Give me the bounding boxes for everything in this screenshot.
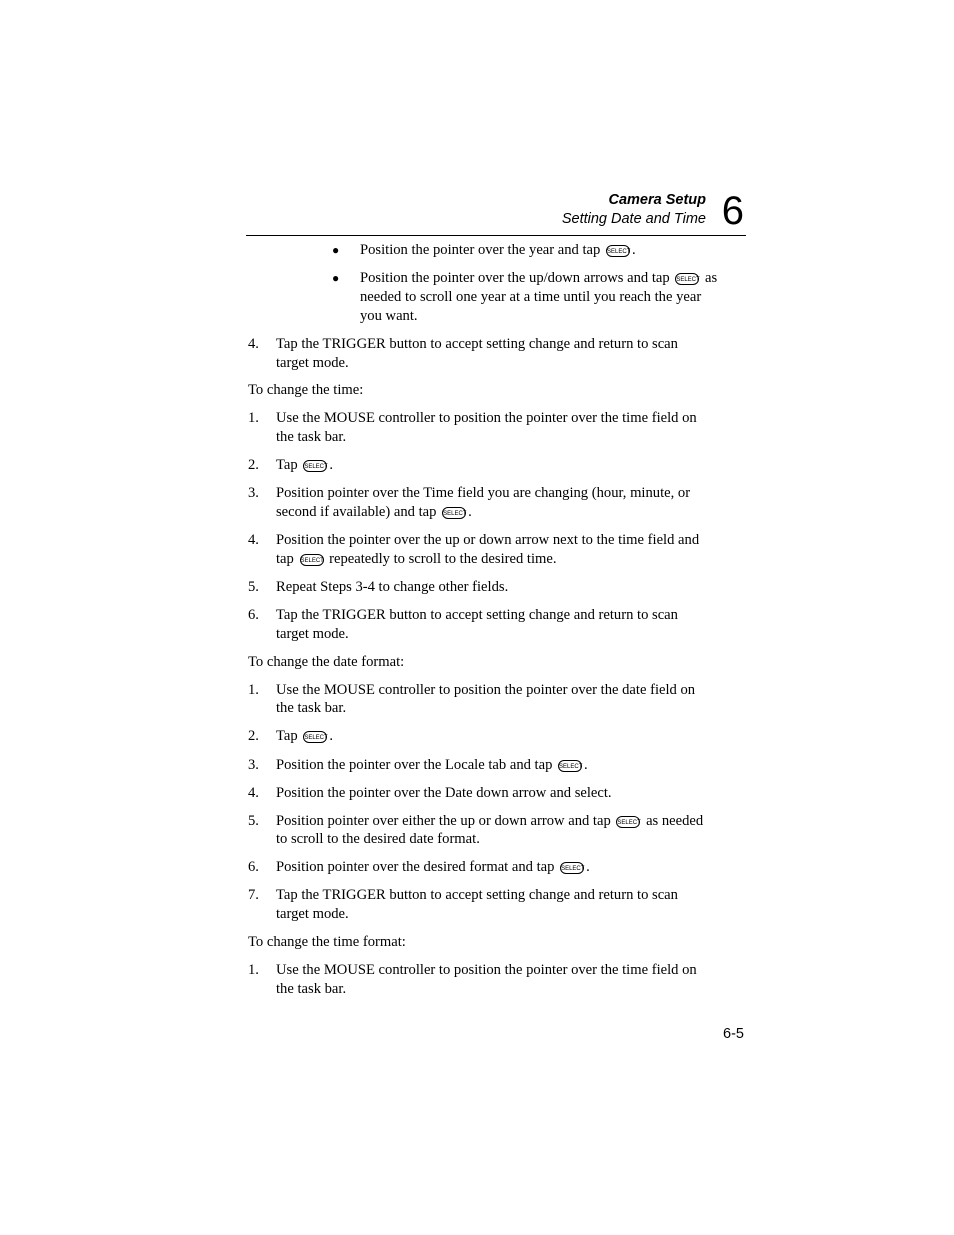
step-number: 6. — [248, 607, 259, 623]
step-number: 5. — [248, 579, 259, 595]
step-number: 1. — [248, 682, 259, 698]
select-button-icon: SELECT — [303, 731, 327, 743]
step-text-end: . — [329, 728, 333, 744]
step-number: 3. — [248, 757, 259, 773]
step-text: Use the MOUSE controller to position the pointer over the date field on — [276, 682, 696, 698]
select-button-icon: SELECT — [560, 862, 584, 874]
section-heading-date-format: To change the date format: — [248, 654, 405, 670]
select-button-icon: SELECT — [303, 460, 327, 472]
step-text: Tap the TRIGGER button to accept setting change and return to scan — [276, 336, 678, 352]
step-number: 2. — [248, 457, 259, 473]
step-text: the task bar. — [276, 700, 347, 716]
step-text-end: . — [329, 457, 333, 473]
step-text: Position the pointer over the up or down arrow next to the time field and — [276, 532, 700, 548]
section-heading-time: To change the time: — [248, 382, 364, 398]
bullet-marker: ● — [332, 243, 340, 257]
step-text: target mode. — [276, 355, 349, 371]
step-number: 4. — [248, 785, 259, 801]
bullet-arrows-line1 — [360, 269, 717, 288]
step-text-end: . — [468, 504, 472, 520]
bullet-text-end: as — [704, 270, 718, 286]
step-text-end: . — [586, 859, 590, 875]
step-text: Use the MOUSE controller to position the pointer over the time field on — [276, 410, 697, 426]
step-text — [276, 456, 333, 475]
step-text: Position the pointer over the Date down arrow and select. — [276, 785, 612, 801]
section-title: Setting Date and Time — [561, 211, 706, 227]
bullet-year-tap — [360, 241, 636, 260]
step-number: 1. — [248, 410, 259, 426]
step-text-start: Tap — [276, 728, 298, 744]
step-text — [276, 503, 472, 522]
step-text: Tap the TRIGGER button to accept setting change and return to scan — [276, 887, 678, 903]
step-text-start: Position pointer over the desired format and tap — [276, 859, 555, 875]
step-text: the task bar. — [276, 981, 347, 997]
step-number: 2. — [248, 728, 259, 744]
chapter-title: Camera Setup — [608, 192, 706, 208]
bullet-marker: ● — [332, 271, 340, 285]
step-text-start: Position the pointer over the Locale tab and tap — [276, 757, 553, 773]
step-text-start: tap — [276, 551, 294, 567]
step-text: Position pointer over the Time field you are changing (hour, minute, or — [276, 485, 691, 501]
step-text — [276, 756, 588, 775]
step-number: 4. — [248, 336, 259, 352]
step-text: to scroll to the desired date format. — [276, 831, 480, 847]
select-button-icon: SELECT — [616, 816, 640, 828]
step-text-end: repeatedly to scroll to the desired time. — [329, 551, 557, 567]
step-text: Tap the TRIGGER button to accept setting change and return to scan — [276, 607, 678, 623]
select-button-icon: SELECT — [606, 245, 630, 257]
select-button-icon: SELECT — [558, 760, 582, 772]
step-text: target mode. — [276, 626, 349, 642]
step-number: 4. — [248, 532, 259, 548]
step-number: 7. — [248, 887, 259, 903]
step-text-start: Tap — [276, 457, 298, 473]
bullet-text: Position the pointer over the year and tap — [360, 242, 601, 258]
bullet-text-end: . — [631, 242, 636, 258]
step-text — [276, 550, 557, 569]
step-text — [276, 812, 703, 831]
select-button-icon: SELECT — [442, 507, 466, 519]
bullet-arrows-line3: you want. — [360, 308, 418, 324]
step-text: the task bar. — [276, 429, 347, 445]
step-text: Repeat Steps 3-4 to change other fields. — [276, 579, 509, 595]
step-text — [276, 727, 333, 746]
bullet-text: Position the pointer over the up/down arrows and tap — [360, 270, 670, 286]
select-button-icon: SELECT — [675, 273, 699, 285]
step-number: 3. — [248, 485, 259, 501]
step-text-start: second if available) and tap — [276, 504, 437, 520]
step-number: 1. — [248, 962, 259, 978]
step-text-start: Position pointer over either the up or down arrow and tap — [276, 813, 611, 829]
section-heading-time-format: To change the time format: — [248, 934, 406, 950]
step-number: 6. — [248, 859, 259, 875]
page-header — [246, 188, 746, 236]
step-text-end: as needed — [646, 813, 704, 829]
page-number: 6-5 — [723, 1026, 744, 1042]
step-text: Use the MOUSE controller to position the pointer over the time field on — [276, 962, 697, 978]
step-text: target mode. — [276, 906, 349, 922]
step-text-end: . — [584, 757, 588, 773]
step-text — [276, 858, 590, 877]
select-button-icon: SELECT — [300, 554, 324, 566]
chapter-number: 6 — [721, 189, 744, 233]
step-number: 5. — [248, 813, 259, 829]
bullet-arrows-line2: needed to scroll one year at a time until you reach the year — [360, 289, 702, 305]
